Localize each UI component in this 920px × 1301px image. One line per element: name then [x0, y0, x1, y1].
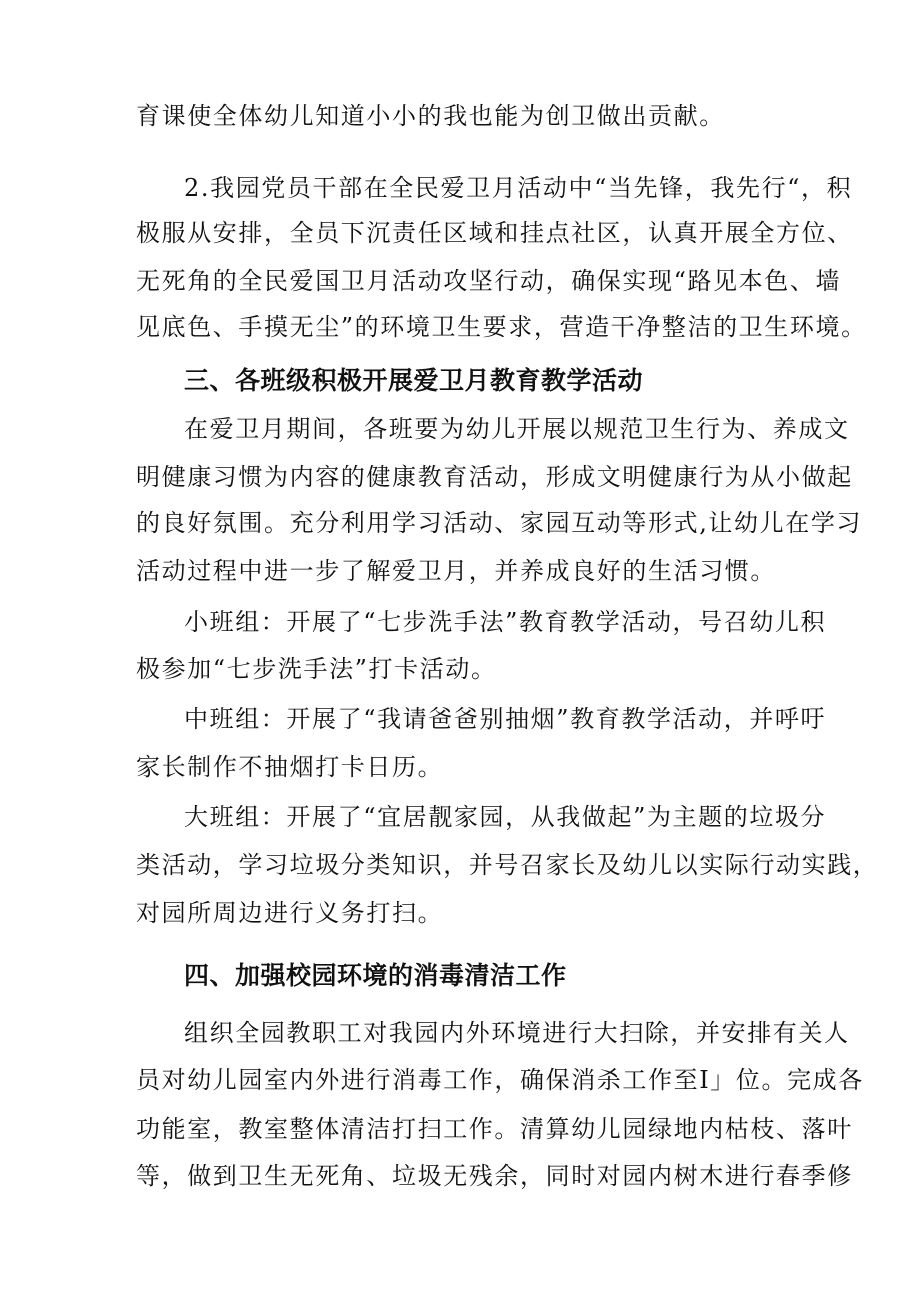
paragraph-line: 员对幼儿园室内外进行消毒工作，确保消杀工作至I」位。完成各 — [136, 1066, 864, 1094]
paragraph-line: 组织全园教职工对我园内外环境进行大扫除，并安排有关人 — [184, 1019, 850, 1047]
paragraph-line: 极服从安排，全员下沉责任区域和挂点社区，认真开展全方位、 — [136, 219, 853, 247]
section-heading: 四、加强校园环境的消毒清洁工作 — [184, 961, 567, 990]
paragraph-line: 类活动，学习垃圾分类知识，并号召家长及幼儿以实际行动实践， — [136, 851, 879, 879]
paragraph-line: 活动过程中进一步了解爱卫月，并养成良好的生活习惯。 — [136, 557, 776, 585]
paragraph-line: 等，做到卫生无死角、垃圾无残余，同时对园内树木进行春季修 — [136, 1162, 853, 1190]
paragraph-line: 在爱卫月期间，各班要为幼儿开展以规范卫生行为、养成文 — [184, 415, 850, 443]
paragraph-line: 中班组：开展了“我请爸爸别抽烟”教育教学活动，并呼吁 — [184, 705, 827, 733]
paragraph-line: 家长制作不抽烟打卡日历。 — [136, 753, 444, 781]
paragraph-line: 无死角的全民爱国卫月活动攻坚行动，确保实现“路见本色、墙 — [136, 267, 842, 295]
paragraph-line: 明健康习惯为内容的健康教育活动，形成文明健康行为从小做起 — [136, 463, 853, 491]
paragraph-line: 对园所周边进行义务打扫。 — [136, 899, 444, 927]
section-heading: 三、各班级积极开展爱卫月教育教学活动 — [184, 366, 644, 395]
paragraph-line: 小班组：开展了“七步洗手法”教育教学活动，号召幼儿积 — [184, 608, 827, 636]
paragraph-line: 见底色、手摸无尘”的环境卫生要求，营造干净整洁的卫生环境。 — [136, 313, 867, 341]
paragraph-line: 育课使全体幼儿知道小小的我也能为创卫做出贡献。 — [136, 102, 725, 130]
paragraph-line: 功能室，教室整体清洁打扫工作。清算幼儿园绿地内枯枝、落叶 — [136, 1115, 853, 1143]
paragraph-line: 大班组：开展了“宜居靓家园，从我做起”为主题的垃圾分 — [184, 803, 827, 831]
paragraph-line: 极参加“七步洗手法”打卡活动。 — [136, 655, 497, 683]
paragraph-line: 的良好氛围。充分利用学习活动、家园互动等形式,让幼儿在学习 — [136, 509, 863, 537]
paragraph-line: 2.我园党员干部在全民爱卫月活动中“当先锋，我先行“，积 — [184, 174, 853, 202]
